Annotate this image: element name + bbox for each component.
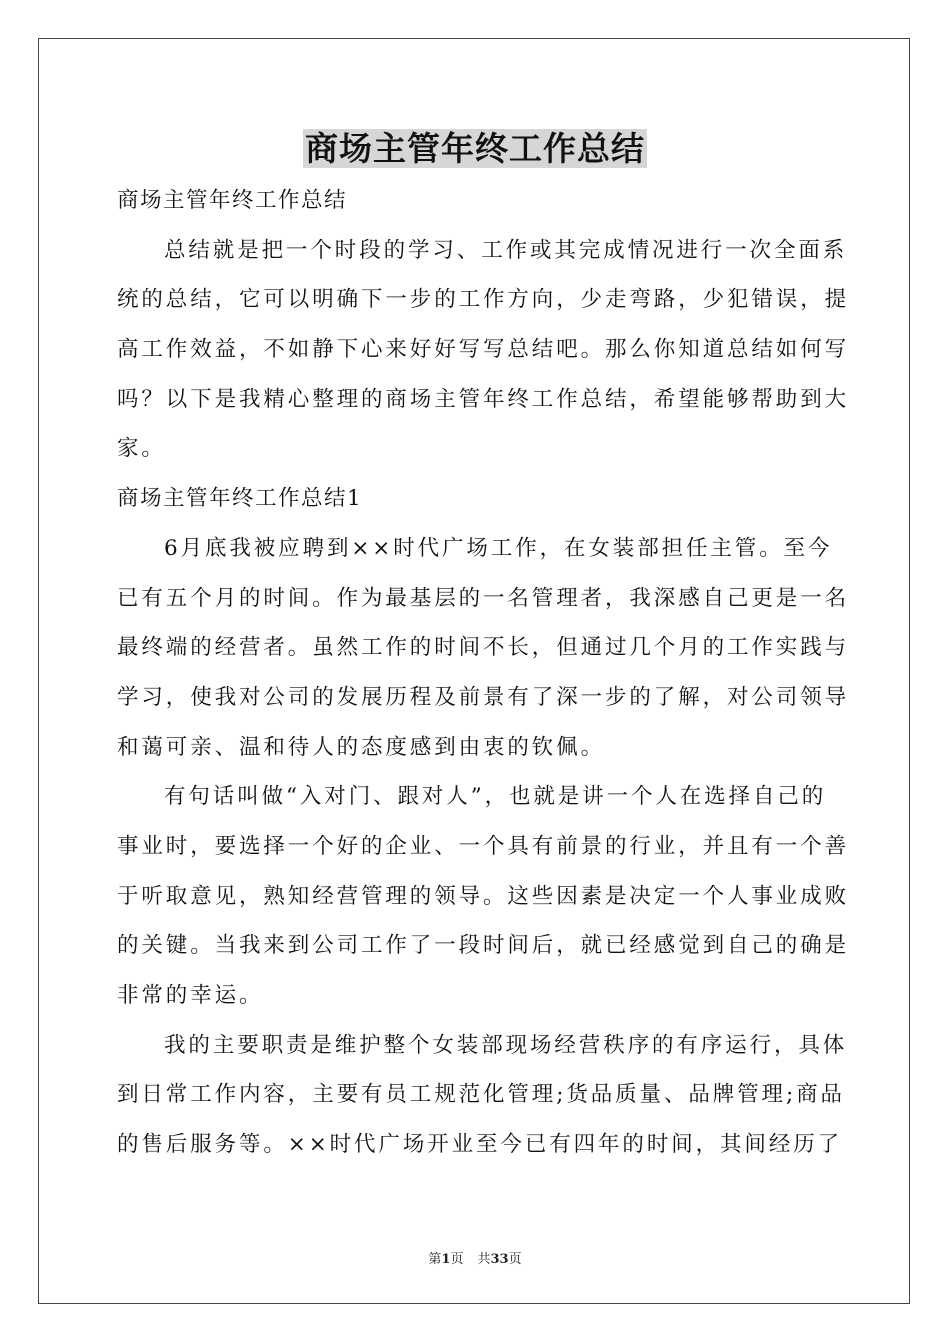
paragraph-line: 和蔼可亲、温和待人的态度感到由衷的钦佩。 [117, 734, 606, 760]
total-page-count: 33 [490, 1252, 509, 1267]
total-label-prefix: 共 [477, 1252, 491, 1267]
paragraph-line: 统的总结，它可以明确下一步的工作方向，少走弯路，少犯错误，提 [117, 287, 850, 313]
paragraph-line: 家。 [117, 436, 166, 462]
paragraph-line: 学习，使我对公司的发展历程及前景有了深一步的了解，对公司领导 [117, 684, 850, 710]
paragraph-2 [117, 772, 850, 1020]
page-label-suffix: 页 [450, 1252, 464, 1267]
document-subtitle: 商场主管年终工作总结 [117, 188, 348, 213]
paragraph-line: 总结就是把一个时段的学习、工作或其完成情况进行一次全面系 [164, 237, 848, 263]
paragraph-line: 6月底我被应聘到××时代广场工作，在女装部担任主管。至今 [164, 535, 833, 561]
paragraph-line: 到日常工作内容，主要有员工规范化管理;货品质量、品牌管理;商品 [117, 1082, 845, 1108]
paragraph-line: 非常的幸运。 [117, 983, 264, 1008]
section-heading: 商场主管年终工作总结1 [117, 486, 363, 512]
paragraph-line: 的售后服务等。××时代广场开业至今已有四年的时间，其间经历了 [117, 1132, 843, 1158]
paragraph-1 [117, 524, 850, 772]
current-page-number: 1 [441, 1252, 451, 1267]
page-label-prefix: 第 [428, 1252, 442, 1267]
paragraph-line: 的关键。当我来到公司工作了一段时间后，就已经感觉到自己的确是 [117, 933, 850, 959]
paragraph-line: 有句话叫做“入对门、跟对人”，也就是讲一个人在选择自己的 [164, 784, 827, 810]
document-title-text: 商场主管年终工作总结 [305, 129, 645, 168]
paragraph-line: 我的主要职责是维护整个女装部现场经营秩序的有序运行，具体 [164, 1032, 848, 1058]
paragraph-line: 于听取意见，熟知经营管理的领导。这些因素是决定一个人事业成败 [117, 883, 850, 909]
intro-paragraph [117, 226, 850, 474]
total-label-suffix: 页 [508, 1252, 522, 1267]
paragraph-line: 高工作效益，不如静下心来好好写写总结吧。那么你知道总结如何写 [117, 337, 850, 363]
document-title [0, 124, 950, 174]
paragraph-line: 最终端的经营者。虽然工作的时间不长，但通过几个月的工作实践与 [117, 635, 850, 661]
paragraph-line: 已有五个月的时间。作为最基层的一名管理者，我深感自己更是一名 [117, 585, 850, 611]
paragraph-3 [117, 1021, 848, 1170]
document-body [117, 176, 850, 1170]
paragraph-line: 事业时，要选择一个好的企业、一个具有前景的行业，并且有一个善 [117, 833, 850, 859]
paragraph-line: 吗？以下是我精心整理的商场主管年终工作总结，希望能够帮助到大 [117, 386, 850, 412]
page-footer [0, 1248, 950, 1267]
